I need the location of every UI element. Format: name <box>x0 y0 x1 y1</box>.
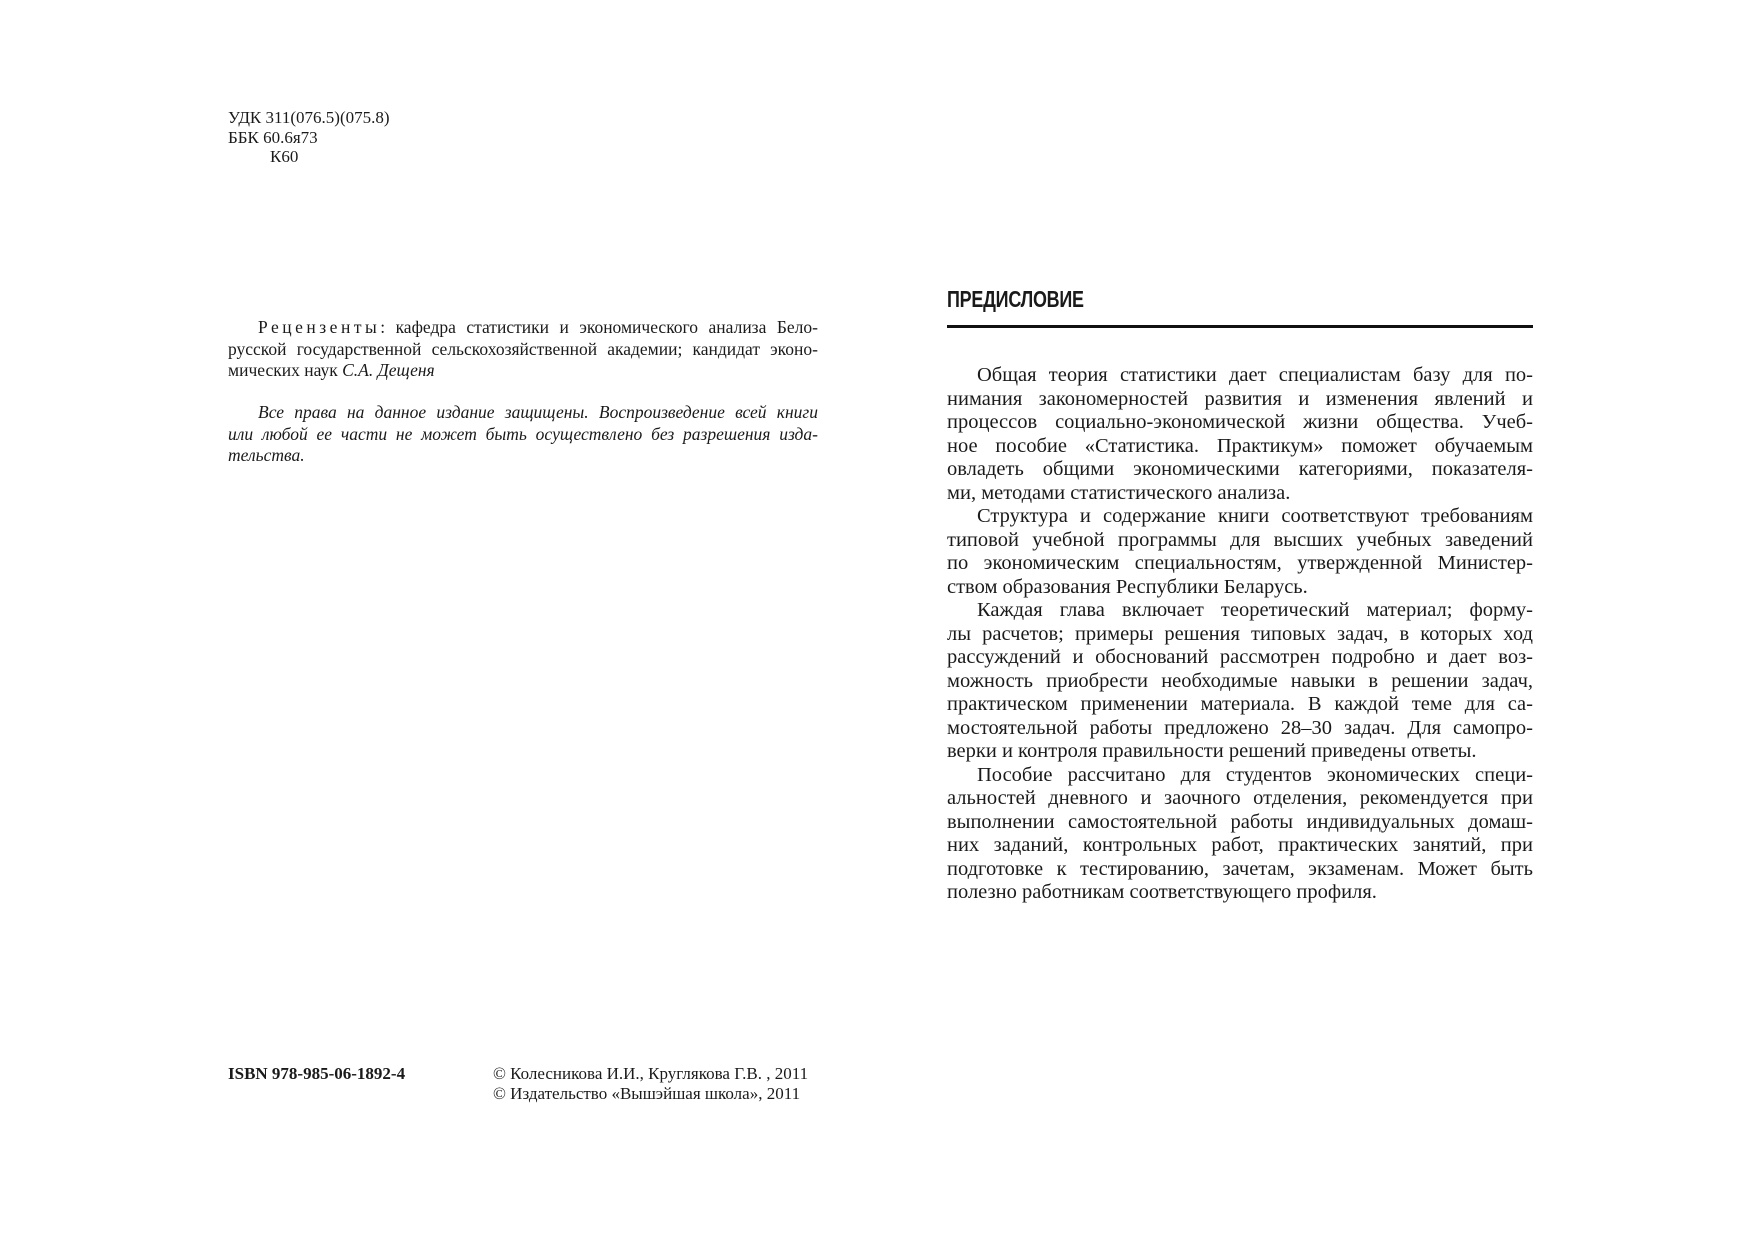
preface-line: выполнении самостоятельной работы индивидуальных домаш- <box>947 810 1533 833</box>
preface-text <box>947 364 1533 905</box>
preface-line: мостоятельной работы предложено 28–30 задач. Для самопро- <box>947 716 1533 739</box>
author-mark: К60 <box>270 147 299 166</box>
page-title: ПРЕДИСЛОВИЕ <box>947 286 1084 312</box>
preface-line: нимания закономерностей развития и изменения явлений и <box>947 387 1533 410</box>
preface-paragraph <box>947 599 1533 764</box>
preface-line: ством образования Республики Беларусь. <box>947 575 1308 598</box>
preface-line: верки и контроля правильности решений приведены ответы. <box>947 740 1477 762</box>
classification-codes <box>228 108 390 167</box>
preface-line: по экономическим специальностям, утвержденной Министер- <box>947 552 1533 574</box>
preface-line: процессов социально-экономической жизни общества. Учеб- <box>947 411 1533 433</box>
reviewers-line: русской государственной сельскохозяйственной академии; кандидат эконо- <box>228 338 818 359</box>
rights-notice <box>228 402 818 467</box>
preface-line: Каждая глава включает теоретический материал; форму- <box>977 599 1533 621</box>
reviewer-name: С.А. Дещеня <box>342 360 435 381</box>
reviewers-label: Рецензенты <box>258 317 381 337</box>
copyright-block <box>493 1064 808 1103</box>
preface-paragraph <box>947 364 1533 505</box>
preface-line: подготовке к тестированию, зачетам, экзаменам. Может быть <box>947 857 1533 880</box>
preface-line: полезно работникам соответствующего профиля. <box>947 881 1377 903</box>
preface-line: Структура и содержание книги соответствуют требованиям <box>977 505 1533 527</box>
reviewers-line: мических наук <box>228 360 343 381</box>
preface-line: ми, методами статистического анализа. <box>947 481 1291 504</box>
preface-line: альностей дневного и заочного отделения, рекомендуется при <box>947 787 1533 809</box>
reviewers-block <box>228 317 818 382</box>
preface-line: Пособие рассчитано для студентов экономических специ- <box>977 763 1533 786</box>
preface-line: них заданий, контрольных работ, практических занятий, при <box>947 834 1533 856</box>
preface-line: практическом применении материала. В каждой теме для са- <box>947 693 1533 715</box>
preface-line: лы расчетов; примеры решения типовых задач, в которых ход <box>947 622 1533 645</box>
copyright-authors: © Колесникова И.И., Круглякова Г.В. , 2011 <box>493 1064 809 1083</box>
rights-line: тельства. <box>228 445 305 466</box>
copyright-publisher: © Издательство «Вышэйшая школа», 2011 <box>493 1083 801 1103</box>
preface-line: рассуждений и обоснований рассмотрен подробно и дает воз- <box>947 646 1533 668</box>
rights-line: или любой ее части не может быть осуществлено без разрешения изда- <box>228 423 818 444</box>
preface-line: можность приобрести необходимые навыки в решении задач, <box>947 669 1533 692</box>
preface-line: ное пособие «Статистика. Практикум» поможет обучаемым <box>947 434 1533 457</box>
preface-paragraph <box>947 764 1533 905</box>
udk-code: УДК 311(076.5)(075.8) <box>228 108 390 127</box>
rights-line: Все права на данное издание защищены. Воспроизведение всей книги <box>258 402 818 422</box>
preface-paragraph <box>947 505 1533 599</box>
isbn: ISBN 978-985-06-1892-4 <box>228 1064 406 1083</box>
reviewers-line: : кафедра статистики и экономического анализа Бело- <box>380 317 818 337</box>
preface-line: овладеть общими экономическими категориями, показателя- <box>947 458 1533 480</box>
heading-rule <box>947 325 1533 328</box>
bbk-code: ББК 60.6я73 <box>228 127 318 147</box>
preface-line: Общая теория статистики дает специалистам базу для по- <box>977 364 1533 386</box>
preface-line: типовой учебной программы для высших учебных заведений <box>947 528 1533 551</box>
